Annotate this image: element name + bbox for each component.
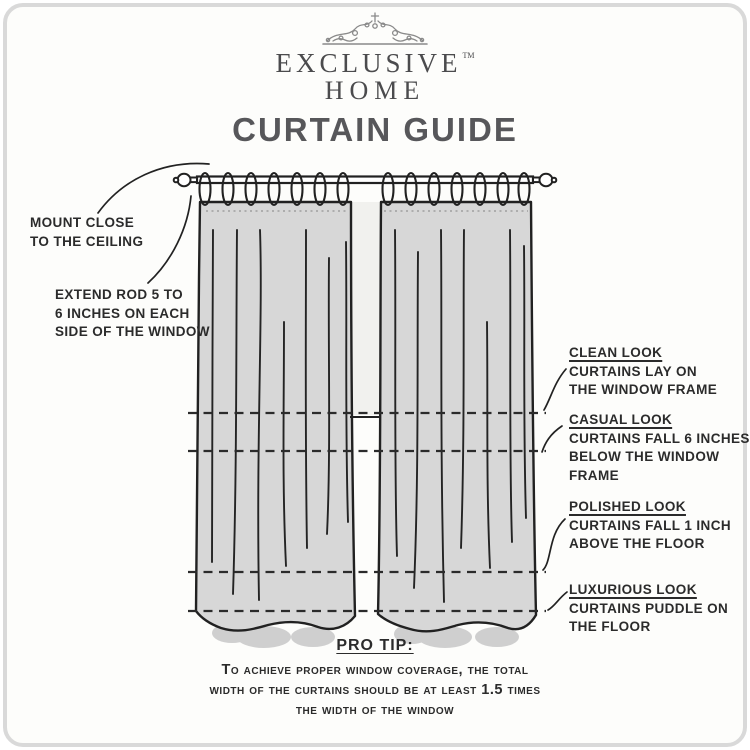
page-title: CURTAIN GUIDE	[232, 111, 518, 148]
pro-tip-section	[0, 637, 750, 720]
annotation-line: 6 INCHES ON EACH	[55, 305, 190, 321]
annotation-line: THE FLOOR	[569, 619, 651, 634]
annotation-heading: CLEAN LOOK	[569, 345, 663, 360]
pro-tip-line: the width of the window	[295, 702, 455, 718]
pro-tip-line: To achieve proper window coverage, the total	[221, 662, 529, 678]
annotation-line: CURTAINS LAY ON	[569, 363, 698, 379]
annotation-line: FRAME	[569, 467, 619, 483]
annotation-line: THE WINDOW FRAME	[569, 382, 718, 397]
connector-casual	[542, 426, 562, 452]
curtain-panel-left	[196, 202, 355, 631]
annotation-line: CURTAINS FALL 6 INCHES	[569, 430, 750, 446]
trademark-mark: TM	[462, 51, 475, 60]
brand-subname: HOME	[324, 76, 426, 105]
pro-tip-heading: PRO TIP:	[336, 637, 414, 654]
annotation-heading: LUXURIOUS LOOK	[569, 582, 697, 597]
annotation-line: CURTAINS PUDDLE ON	[569, 600, 729, 616]
annotation-line: ABOVE THE FLOOR	[569, 536, 705, 551]
annotation-line: SIDE OF THE WINDOW	[55, 324, 210, 339]
annotation-heading: POLISHED LOOK	[569, 499, 686, 514]
rod-finial-right	[533, 174, 556, 186]
annotation-mount-ceiling	[30, 214, 143, 251]
pro-tip-line: width of the curtains should be at least 1.5 times	[209, 682, 541, 698]
annotation-clean-look	[569, 344, 717, 400]
brand-name-text: EXCLUSIVE	[275, 48, 462, 78]
curtain-panel-right	[378, 202, 536, 631]
annotation-polished-look	[569, 498, 731, 554]
annotation-line: MOUNT CLOSE	[30, 215, 135, 230]
connector-luxurious	[548, 592, 567, 610]
connector-polished	[543, 519, 565, 570]
connector-clean	[544, 369, 566, 410]
connector-mount	[98, 163, 209, 213]
annotation-line: EXTEND ROD 5 TO	[55, 287, 184, 302]
annotation-line: CURTAINS FALL 1 INCH	[569, 517, 732, 533]
connector-extend	[148, 196, 191, 283]
annotation-line: BELOW THE WINDOW	[569, 449, 720, 464]
annotation-luxurious-look	[569, 581, 728, 637]
annotation-extend-rod	[55, 286, 210, 342]
annotation-line: TO THE CEILING	[30, 233, 144, 249]
annotation-casual-look	[569, 411, 750, 485]
annotation-heading: CASUAL LOOK	[569, 412, 673, 427]
rod-finial-left	[174, 174, 197, 186]
